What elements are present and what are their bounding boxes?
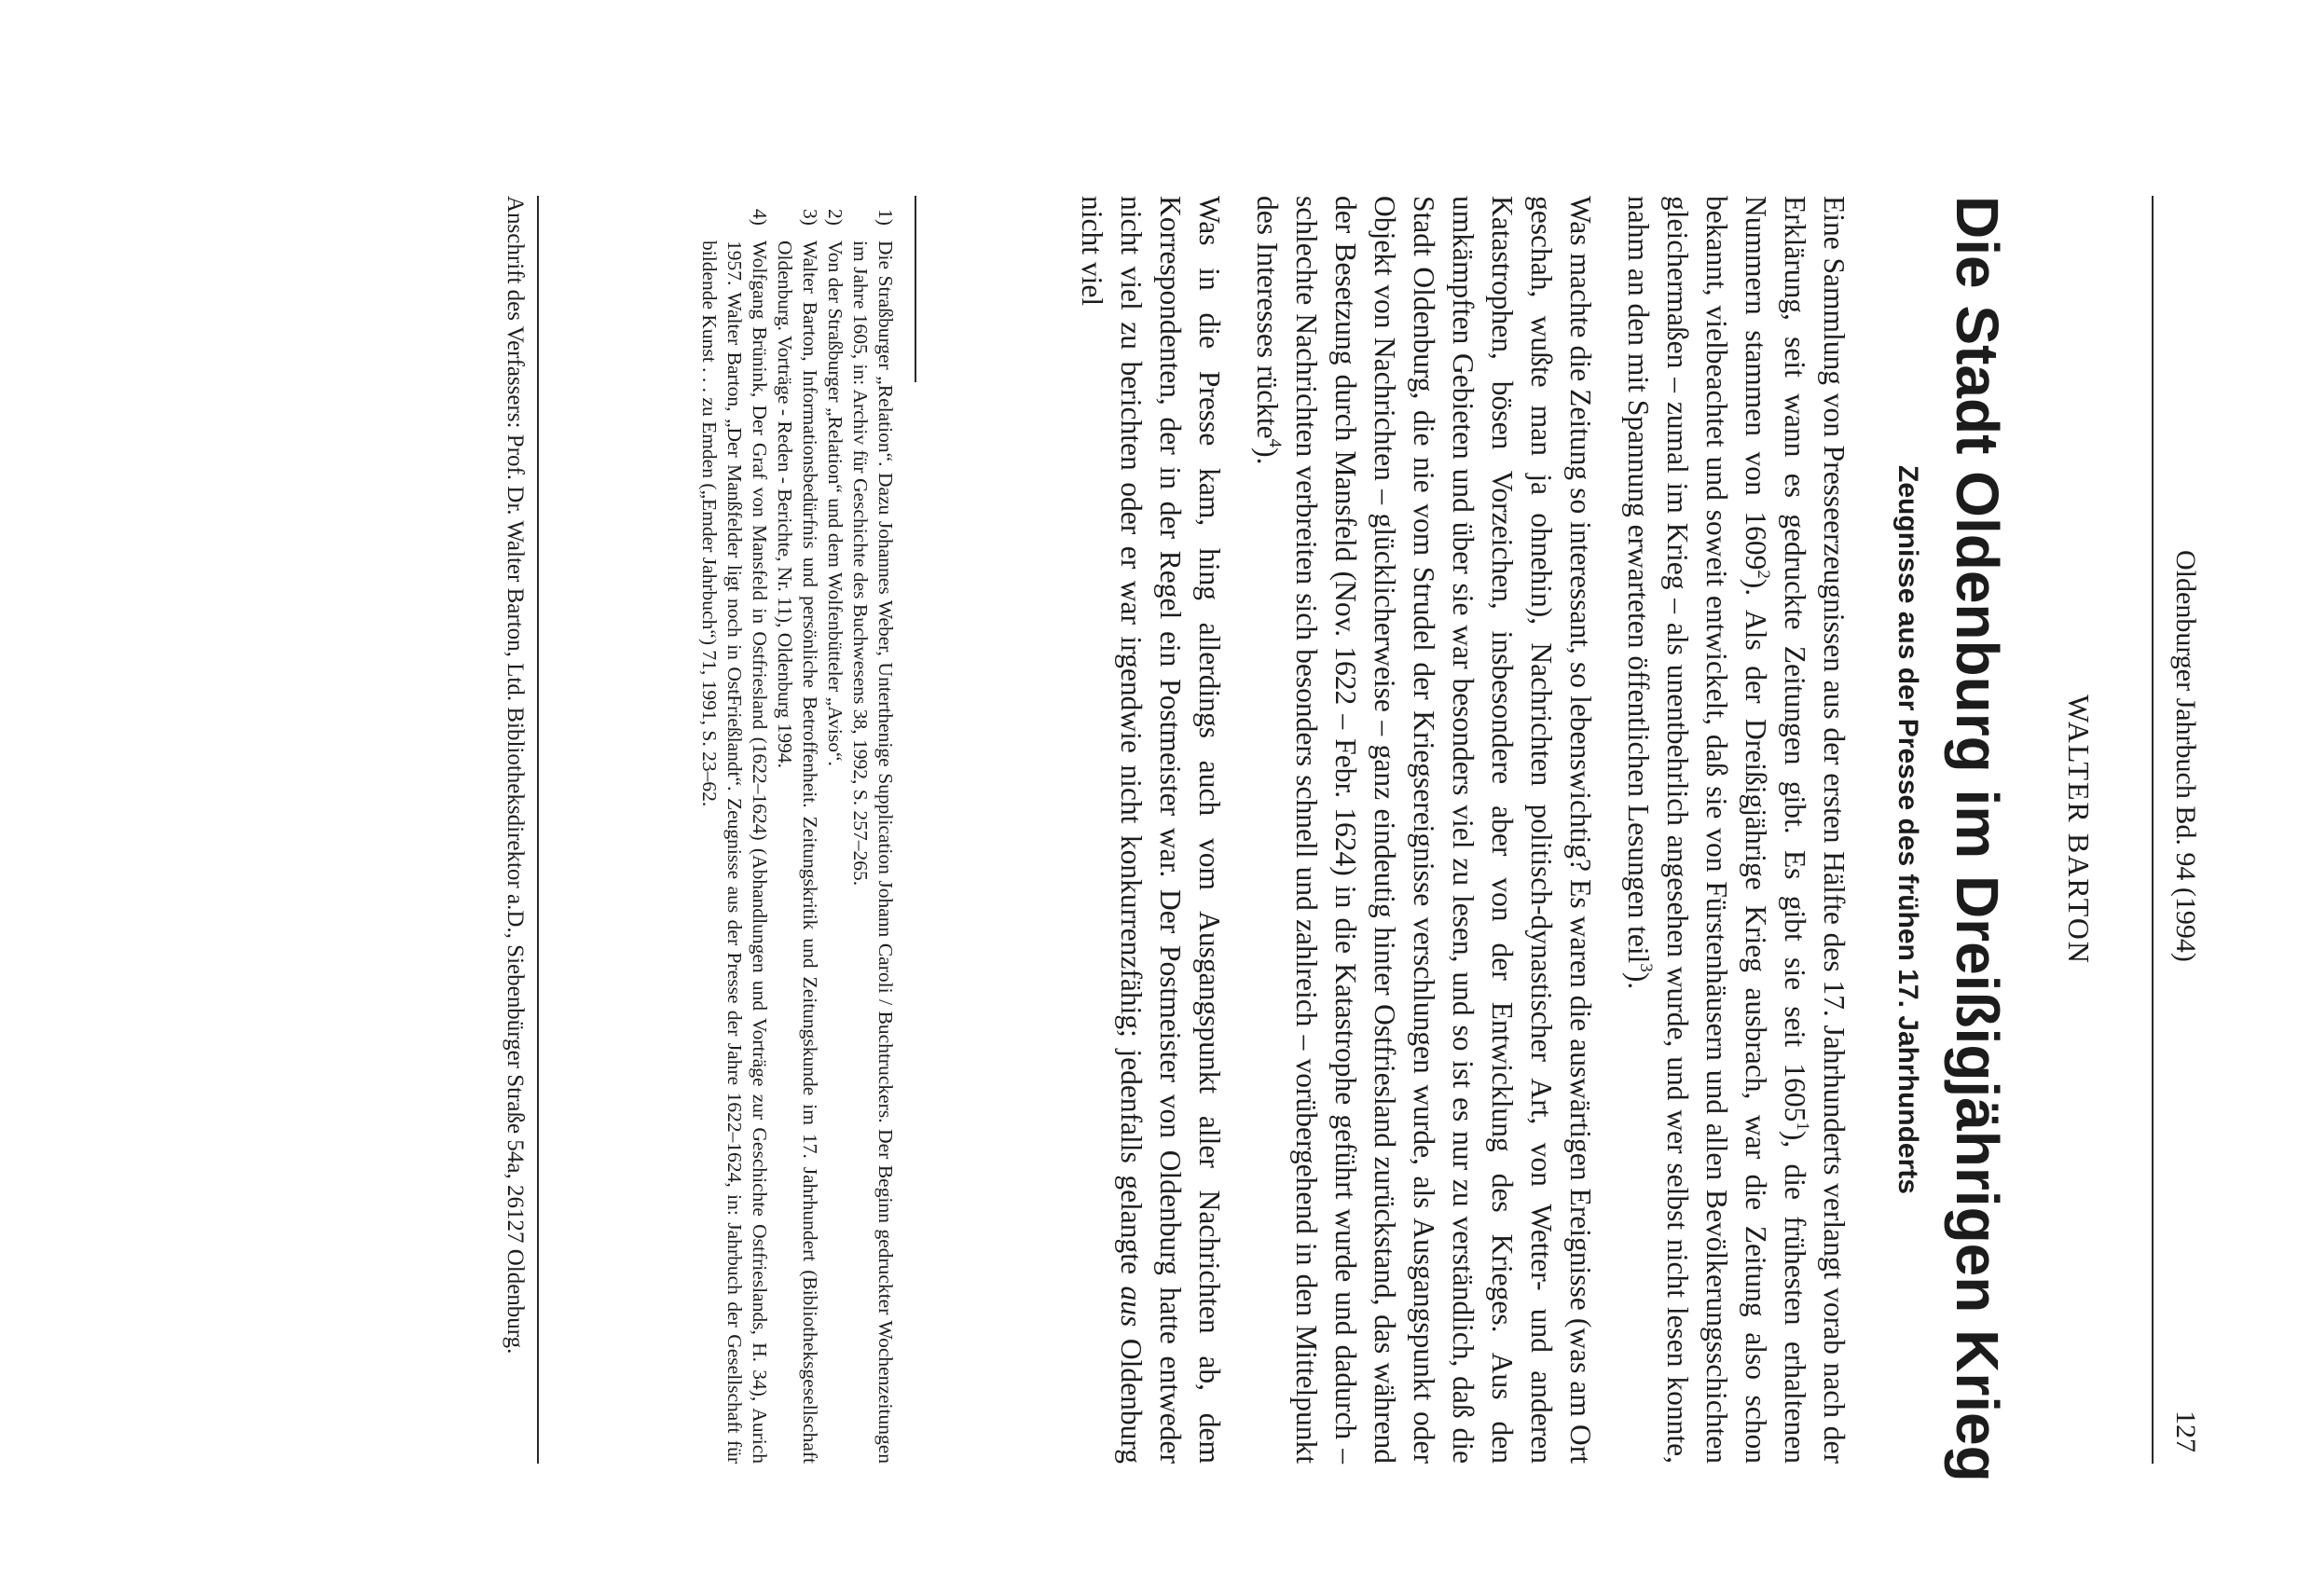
article-title: Die Stadt Oldenburg im Dreißigjährigen Krieg: [1944, 196, 2011, 1482]
footnotes: [696, 196, 898, 1464]
journal-reference: Oldenburger Jahrbuch Bd. 94 (1994): [2170, 550, 2201, 962]
footnote-text: Von der Straßburger „Relation“ und dem Wolfenbütteler „Aviso“.: [824, 241, 846, 766]
rotated-page-content: [259, 196, 2208, 1482]
footnote-text: Die Straßburger „Relation“. Dazu Johannes Weber, Unterthenige Supplication Johann Caroli / Buchtruckers. Der Beginn gedruckter Wochenzeitungen im Jahre 1605, in: Archiv für Geschichte des Buchwesens 38, 1992, S. 257–265.: [849, 241, 897, 1464]
footnote-mark: 1): [874, 209, 897, 226]
footnote-reference: 3: [1636, 963, 1657, 972]
paragraph-text: Oldenburg nicht viel: [1076, 196, 1148, 1464]
footnote-text: Wolfgang Brünink, Der Graf von Mansfeld in Ostfriesland (1622–1624) (Abhandlungen und Vorträge zur Geschichte Ostfrieslands, H. 34), Aurich 1957. Walter Barton, „Der Manßfelder ligt noch in OstFrießlandt“. Zeugnisse aus der Presse der Jahre 1622–1624, in: Jahrbuch der Gesellschaft für bildende Kunst . . . zu Emden („Emder Jahrbuch“) 71, 1991, S. 23–62.: [698, 241, 771, 1464]
page-number: 127: [2170, 1410, 2201, 1452]
footnote-reference: 1: [1793, 1121, 1813, 1131]
footnote-reference: 2: [1754, 570, 1774, 579]
footnote: [847, 196, 898, 1464]
footnote-mark: 3): [799, 209, 821, 226]
paragraph-text: ).: [1251, 447, 1284, 465]
footnote-reference: 4: [1265, 438, 1286, 448]
article-author: WALTER BARTON: [2062, 695, 2096, 965]
footnote-rule: [915, 196, 916, 382]
footnote-mark: 2): [824, 209, 846, 226]
footnote-text: Walter Barton, Informationsbedürfnis und persönliche Betroffenheit. Zeitungskritik und Zeitungskunde im 17. Jahrhundert (Bibliotheksgesellschaft Oldenburg. Vorträge - Reden - Berichte, Nr. 11), Oldenburg 1994.: [774, 241, 821, 1464]
header-rule: [2152, 196, 2154, 1464]
paragraph-text: ).: [1622, 971, 1655, 990]
paragraph-text: Was in die Presse kam, hing allerdings auch vom Ausgangspunkt aller Nachrichten ab, dem Korrespondenten, der in der Regel ein Postmeister war. Der Postmeister von Oldenburg hatte entweder nicht viel zu berichten oder er war irgendwie nicht konkurrenzfähig; jedenfalls gelangte: [1115, 196, 1226, 1464]
emphasized-word: aus: [1115, 1286, 1148, 1328]
footnote: [772, 196, 822, 1464]
footnote-mark: 4): [749, 209, 771, 226]
body-paragraph: [1618, 196, 1853, 1464]
body-paragraph: [1072, 196, 1229, 1464]
footnote: [696, 196, 772, 1464]
body-paragraph: [1247, 196, 1600, 1464]
paragraph-text: ). Als der Dreißigjährige Krieg ausbrach, war die Zeitung also schon bekannt, vielbeachtet und soweit entwickelt, daß sie von Fürstenhäusern und allen Bevölkerungsschichten gleichermaßen – zumal im Krieg – als unentbehrlich angesehen wurde, und wer selbst nicht lesen konnte, nahm an den mit Spannung erwarteten öffentlichen Lesungen teil: [1622, 196, 1772, 1464]
footnote: [822, 196, 847, 1464]
article-subtitle: Zeugnisse aus der Presse des frühen 17. Jahrhunderts: [1892, 465, 1923, 1194]
paragraph-text: ), die frühesten erhaltenen Nummern stammen von 1609: [1740, 196, 1811, 1464]
running-head: [2163, 196, 2208, 1464]
paragraph-text: Was machte die Zeitung so interessant, so lebenswichtig? Es waren die auswärtigen Ereignisse (was am Ort geschah, wußte man ja ohnehin), Nachrichten politisch-dynastischer Art, von Wetter- und anderen Katastrophen, bösen Vorzeichen, insbesondere aber von der Entwicklung des Krieges. Aus den umkämpften Gebieten und über sie war besonders viel zu lesen, und so ist es nur zu verständlich, daß die Stadt Oldenburg, die nie vom Strudel der Kriegsereignisse verschlungen wurde, als Ausgangspunkt oder Objekt von Nachrichten – glücklicherweise – ganz eindeutig hinter Ostfriesland zurückstand, das während der Besetzung durch Mansfeld (Nov. 1622 – Febr. 1624) in die Katastrophe geführt wurde und dadurch – schlechte Nachrichten verbreiten sich besonders schnell und zahlreich – vorübergehend in den Mittelpunkt des Interesses rückte: [1251, 196, 1597, 1464]
article-body: [1053, 196, 1853, 1464]
author-address: Anschrift des Verfassers: Prof. Dr. Walter Barton, Ltd. Bibliotheksdirektor a.D., Siebenbürger Straße 54a, 26127 Oldenburg.: [502, 196, 528, 1355]
paragraph-text: Eine Sammlung von Presseerzeugnissen aus der ersten Hälfte des 17. Jahrhunderts verlangt vorab nach der Erklärung, seit wann es gedruckte Zeitungen gibt. Es gibt sie seit 1605: [1779, 196, 1851, 1464]
address-rule: [537, 196, 539, 1464]
